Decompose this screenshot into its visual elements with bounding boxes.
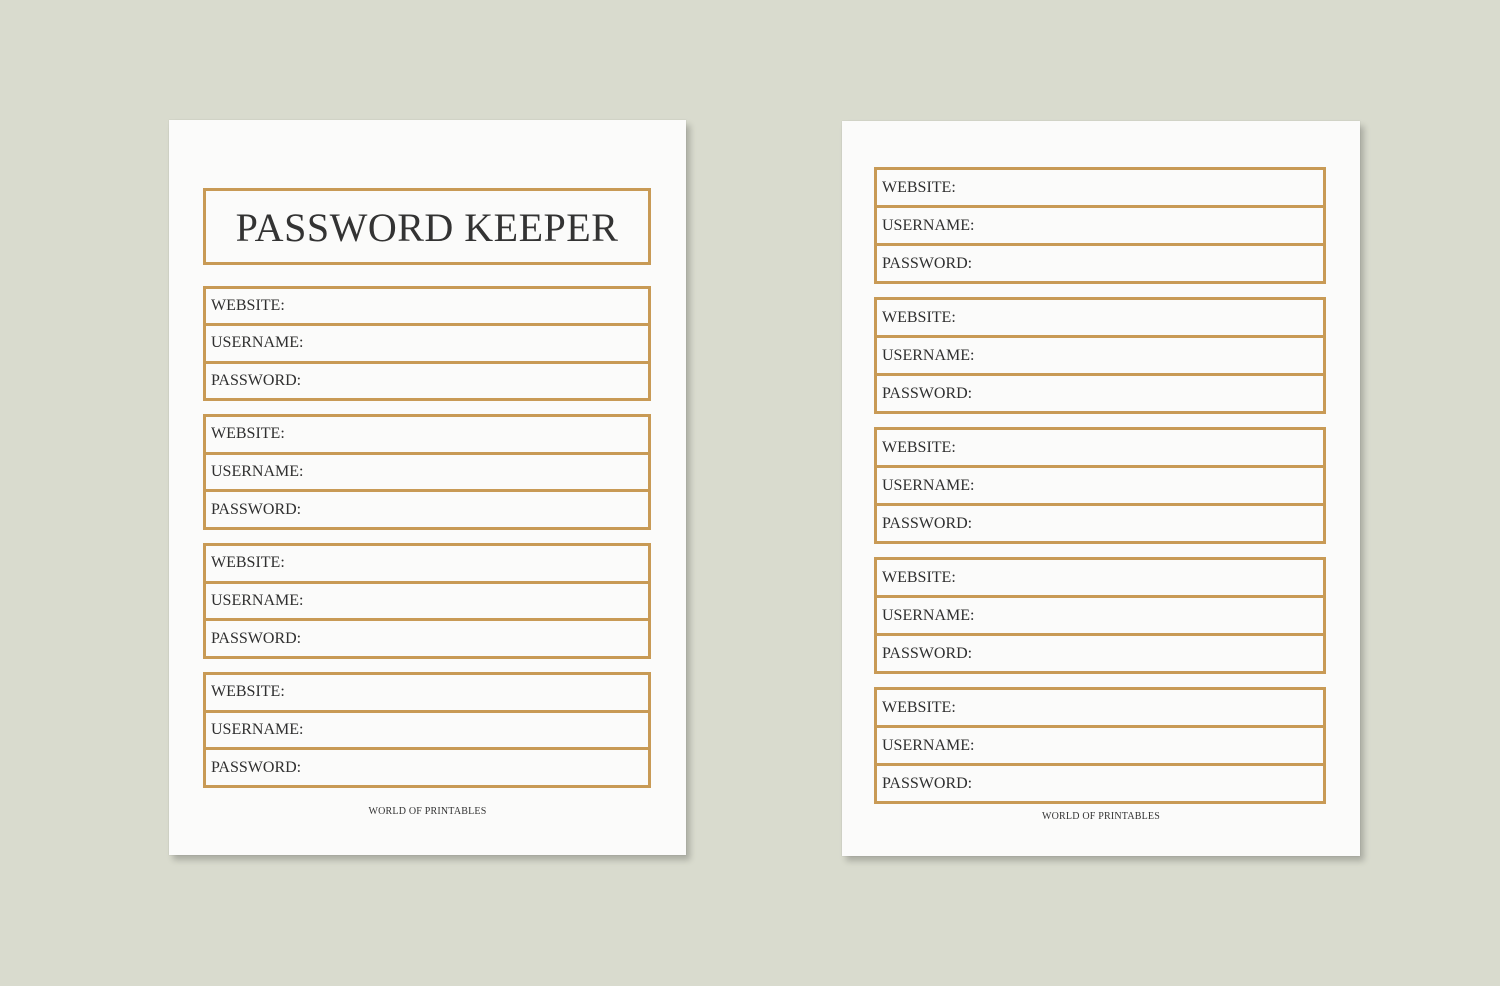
username-field: USERNAME: [877,335,1323,373]
entry-block [874,297,1326,414]
password-field: PASSWORD: [877,243,1323,281]
website-field: WEBSITE: [882,438,956,456]
website-field: WEBSITE: [882,308,956,326]
username-field: USERNAME: [206,452,648,490]
username-field: USERNAME: [877,595,1323,633]
footer-brand: WORLD OF PRINTABLES [1041,811,1160,822]
website-field: WEBSITE: [211,297,285,315]
website-field: WEBSITE: [211,425,285,443]
page-title: PASSWORD KEEPER [235,205,619,250]
entry-block [203,286,651,401]
password-field: PASSWORD: [877,763,1323,801]
entry-block [874,557,1326,674]
username-field: USERNAME: [877,725,1323,763]
entry-block [874,687,1326,804]
username-field: USERNAME: [206,323,648,360]
left-sheet [169,120,686,855]
title-box [203,188,651,265]
entry-block [874,167,1326,284]
username-field: USERNAME: [206,581,648,619]
entry-block [874,427,1326,544]
website-field: WEBSITE: [211,683,285,701]
website-field: WEBSITE: [882,178,956,196]
website-field: WEBSITE: [211,554,285,572]
password-field: PASSWORD: [877,503,1323,541]
entry-block [203,414,651,530]
website-field: WEBSITE: [882,568,956,586]
password-field: PASSWORD: [206,361,648,398]
entry-block [203,543,651,659]
password-field: PASSWORD: [206,489,648,527]
password-field: PASSWORD: [206,747,648,785]
username-field: USERNAME: [877,205,1323,243]
password-field: PASSWORD: [877,633,1323,671]
password-field: PASSWORD: [877,373,1323,411]
password-field: PASSWORD: [206,618,648,656]
footer-brand: WORLD OF PRINTABLES [368,806,487,817]
website-field: WEBSITE: [882,698,956,716]
entry-block [203,672,651,788]
username-field: USERNAME: [206,710,648,748]
username-field: USERNAME: [877,465,1323,503]
right-sheet [842,121,1360,856]
